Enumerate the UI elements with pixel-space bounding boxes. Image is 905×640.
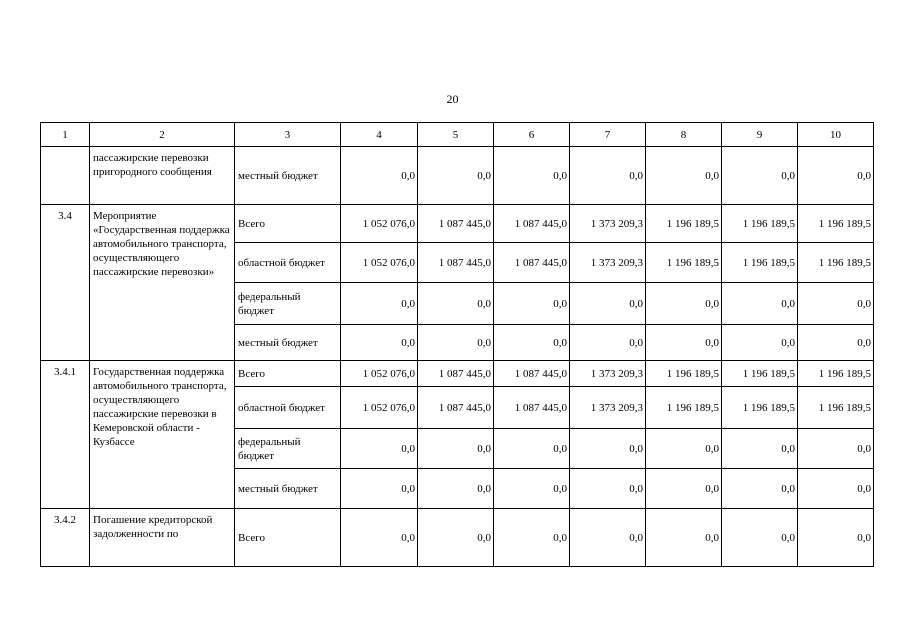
amount-cell: 1 087 445,0 <box>418 205 494 243</box>
header-cell: 7 <box>570 123 646 147</box>
funding-source: Всего <box>235 361 341 387</box>
amount-cell: 0,0 <box>798 469 874 509</box>
header-cell: 2 <box>90 123 235 147</box>
amount-cell: 1 087 445,0 <box>494 361 570 387</box>
funding-source: Всего <box>235 205 341 243</box>
amount-cell: 0,0 <box>494 429 570 469</box>
table-row <box>41 147 874 205</box>
amount-cell: 0,0 <box>341 469 418 509</box>
amount-cell: 0,0 <box>494 509 570 567</box>
table-row <box>41 361 874 387</box>
amount-cell: 0,0 <box>341 429 418 469</box>
amount-cell: 0,0 <box>418 509 494 567</box>
amount-cell: 0,0 <box>798 509 874 567</box>
amount-cell: 1 196 189,5 <box>722 205 798 243</box>
header-cell: 4 <box>341 123 418 147</box>
amount-cell: 0,0 <box>494 283 570 325</box>
amount-cell: 1 196 189,5 <box>798 243 874 283</box>
amount-cell: 0,0 <box>418 469 494 509</box>
item-name: пассажирские перевозки пригородного сообщения <box>90 147 235 205</box>
amount-cell: 0,0 <box>570 147 646 205</box>
amount-cell: 1 087 445,0 <box>494 243 570 283</box>
funding-source: федеральный бюджет <box>235 283 341 325</box>
amount-cell: 1 196 189,5 <box>722 243 798 283</box>
amount-cell: 1 196 189,5 <box>798 205 874 243</box>
amount-cell: 1 052 076,0 <box>341 205 418 243</box>
amount-cell: 0,0 <box>341 147 418 205</box>
amount-cell: 0,0 <box>646 325 722 361</box>
amount-cell: 0,0 <box>341 509 418 567</box>
amount-cell: 0,0 <box>646 429 722 469</box>
funding-source: областной бюджет <box>235 243 341 283</box>
amount-cell: 1 196 189,5 <box>722 387 798 429</box>
amount-cell: 0,0 <box>494 325 570 361</box>
amount-cell: 0,0 <box>570 429 646 469</box>
amount-cell: 0,0 <box>646 283 722 325</box>
funding-source: Всего <box>235 509 341 567</box>
funding-source: областной бюджет <box>235 387 341 429</box>
amount-cell: 0,0 <box>418 429 494 469</box>
amount-cell: 1 052 076,0 <box>341 243 418 283</box>
budget-table <box>40 122 874 567</box>
item-name: Государственная поддержка автомобильного транспорта, осуществляющего пассажирские перевозки в Кемеровской области - Кузбассе <box>90 361 235 509</box>
amount-cell: 1 373 209,3 <box>570 387 646 429</box>
amount-cell: 1 196 189,5 <box>646 361 722 387</box>
amount-cell: 0,0 <box>341 325 418 361</box>
header-cell: 8 <box>646 123 722 147</box>
amount-cell: 1 196 189,5 <box>646 387 722 429</box>
amount-cell: 0,0 <box>798 429 874 469</box>
header-cell: 10 <box>798 123 874 147</box>
amount-cell: 0,0 <box>494 469 570 509</box>
amount-cell: 1 087 445,0 <box>418 387 494 429</box>
header-cell: 3 <box>235 123 341 147</box>
funding-source: местный бюджет <box>235 325 341 361</box>
table-row <box>41 205 874 243</box>
amount-cell: 1 052 076,0 <box>341 387 418 429</box>
amount-cell: 0,0 <box>646 147 722 205</box>
header-row <box>41 123 874 147</box>
amount-cell: 0,0 <box>570 283 646 325</box>
amount-cell: 1 196 189,5 <box>646 205 722 243</box>
amount-cell: 1 196 189,5 <box>646 243 722 283</box>
amount-cell: 1 196 189,5 <box>798 361 874 387</box>
item-number: 3.4 <box>41 205 90 361</box>
item-name: Погашение кредиторской задолженности по <box>90 509 235 567</box>
amount-cell: 0,0 <box>570 509 646 567</box>
item-name: Мероприятие «Государственная поддержка автомобильного транспорта, осуществляющего пассажирские перевозки» <box>90 205 235 361</box>
amount-cell: 1 373 209,3 <box>570 205 646 243</box>
header-cell: 1 <box>41 123 90 147</box>
funding-source: федеральный бюджет <box>235 429 341 469</box>
funding-source: местный бюджет <box>235 147 341 205</box>
item-number <box>41 147 90 205</box>
amount-cell: 0,0 <box>722 429 798 469</box>
item-number: 3.4.1 <box>41 361 90 509</box>
amount-cell: 0,0 <box>570 325 646 361</box>
amount-cell: 0,0 <box>418 147 494 205</box>
amount-cell: 1 373 209,3 <box>570 361 646 387</box>
amount-cell: 0,0 <box>341 283 418 325</box>
amount-cell: 0,0 <box>722 283 798 325</box>
funding-source: местный бюджет <box>235 469 341 509</box>
amount-cell: 1 087 445,0 <box>418 243 494 283</box>
amount-cell: 0,0 <box>722 469 798 509</box>
amount-cell: 1 087 445,0 <box>494 205 570 243</box>
header-cell: 5 <box>418 123 494 147</box>
amount-cell: 0,0 <box>494 147 570 205</box>
amount-cell: 1 373 209,3 <box>570 243 646 283</box>
amount-cell: 1 087 445,0 <box>494 387 570 429</box>
amount-cell: 1 052 076,0 <box>341 361 418 387</box>
amount-cell: 0,0 <box>722 325 798 361</box>
header-cell: 9 <box>722 123 798 147</box>
amount-cell: 0,0 <box>646 509 722 567</box>
page-number: 20 <box>446 92 459 106</box>
amount-cell: 0,0 <box>646 469 722 509</box>
item-number: 3.4.2 <box>41 509 90 567</box>
amount-cell: 0,0 <box>798 325 874 361</box>
header-cell: 6 <box>494 123 570 147</box>
amount-cell: 0,0 <box>722 147 798 205</box>
table-row <box>41 509 874 567</box>
amount-cell: 1 196 189,5 <box>798 387 874 429</box>
amount-cell: 0,0 <box>798 283 874 325</box>
amount-cell: 0,0 <box>418 325 494 361</box>
amount-cell: 0,0 <box>418 283 494 325</box>
amount-cell: 0,0 <box>722 509 798 567</box>
amount-cell: 1 196 189,5 <box>722 361 798 387</box>
amount-cell: 0,0 <box>570 469 646 509</box>
amount-cell: 0,0 <box>798 147 874 205</box>
amount-cell: 1 087 445,0 <box>418 361 494 387</box>
